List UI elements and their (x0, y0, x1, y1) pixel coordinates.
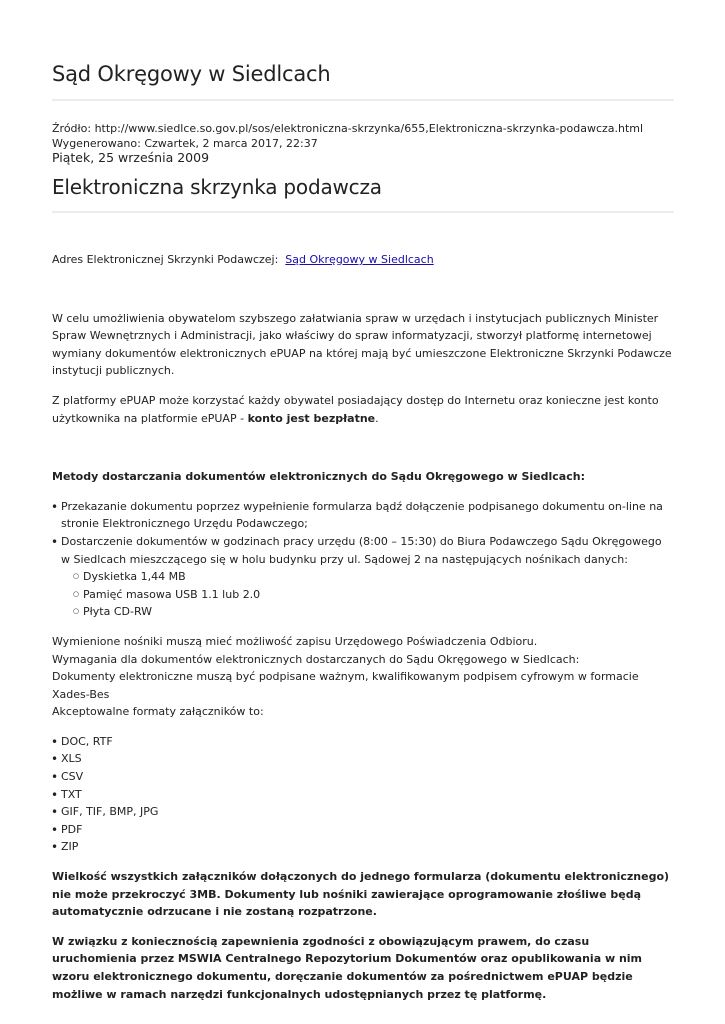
list-item: • CSV (52, 768, 674, 786)
req-line-4: Akceptowalne formaty załączników to: (52, 705, 264, 719)
list-item: • PDF (52, 821, 674, 839)
method-2-text: Dostarczenie dokumentów w godzinach pracy urzędu (8:00 – 15:30) do Biura Podawczego Sądu Okręgowego w Siedlcach mieszczącego się w holu budynku przy ul. Sądowej 2 na następujących nośnikach danych: (61, 534, 662, 566)
methods-heading-text: Metody dostarczania dokumentów elektronicznych do Sądu Okręgowego w Siedlcach: (52, 470, 585, 484)
final-note (52, 933, 674, 1003)
list-item: ○ Płyta CD-RW (74, 603, 674, 621)
list-item: • TXT (52, 786, 674, 804)
site-title: Sąd Okręgowy w Siedlcach (52, 62, 331, 86)
header-divider (52, 99, 674, 101)
methods-list (52, 498, 674, 621)
requirements-block (52, 633, 674, 721)
method-1-text: Przekazanie dokumentu poprzez wypełnienie formularza bądź dołączenie podpisanego dokumentu on-line na stronie Elektronicznego Urzędu Podawczego; (61, 499, 663, 531)
epuap-end: . (375, 411, 379, 425)
formats-list (52, 733, 674, 856)
list-item: • DOC, RTF (52, 733, 674, 751)
address-link[interactable]: Sąd Okręgowy w Siedlcach (285, 253, 434, 266)
req-line-2: Wymagania dla dokumentów elektronicznych dostarczanych do Sądu Okręgowego w Siedlcach: (52, 652, 580, 666)
list-item: • XLS (52, 750, 674, 768)
print-meta (52, 121, 643, 151)
list-item: • ZIP (52, 838, 674, 856)
epuap-text: Z platformy ePUAP może korzystać każdy obywatel posiadający dostęp do Internetu oraz konieczne jest konto użytkownika na platformie ePUAP - (52, 393, 659, 425)
article-date: Piątek, 25 września 2009 (52, 150, 210, 165)
list-item: • GIF, TIF, BMP, JPG (52, 803, 674, 821)
final-note-text: W związku z koniecznością zapewnienia zgodności z obowiązującym prawem, do czasu uruchomienia przez MSWIA Centralnego Repozytorium Dokumentów oraz opublikowania w nim wzoru elektronicznego dokumentu, doręczanie dokumentów za pośrednictwem ePUAP będzie możliwe w ramach narzędzi funkcjonalnych udostępnianych przez tę platformę. (52, 934, 643, 1001)
size-note-text: Wielkość wszystkich załączników dołączonych do jednego formularza (dokumentu elektronicznego) nie może przekroczyć 3MB. Dokumenty lub nośniki zawierające oprogramowanie złośliwe będą automatycznie odrzucane i nie zostaną rozpatrzone. (52, 870, 670, 919)
article-content (52, 251, 674, 1003)
list-item: ○ Dyskietka 1,44 MB (74, 568, 674, 586)
intro-paragraph: W celu umożliwienia obywatelom szybszego załatwiania spraw w urzędach i instytucjach publicznych Minister Spraw Wewnętrznych i Administracji, jako właściwy do spraw informatyzacji, stworzył platformę internetowej wymiany dokumentów elektronicznych ePUAP na której mają być umieszczone Elektroniczne Skrzynki Podawcze instytucji publicznych. (52, 311, 672, 378)
epuap-bold: konto jest bezpłatne (247, 411, 376, 425)
address-label: Adres Elektronicznej Skrzynki Podawczej: (52, 253, 279, 266)
article-title: Elektroniczna skrzynka podawcza (52, 175, 382, 199)
methods-heading (52, 468, 674, 486)
req-line-1: Wymienione nośniki muszą mieć możliwość zapisu Urzędowego Poświadczenia Odbioru. (52, 634, 538, 648)
media-list (61, 568, 674, 621)
generated-line: Wygenerowano: Czwartek, 2 marca 2017, 22:37 (52, 137, 318, 150)
source-line: Źródło: http://www.siedlce.so.gov.pl/sos/elektroniczna-skrzynka/655,Elektroniczna-skrzynka-podawcza.html (52, 122, 644, 135)
size-note (52, 868, 674, 921)
epuap-paragraph (52, 392, 674, 427)
address-line (52, 251, 674, 269)
list-item (52, 498, 674, 533)
list-item: ○ Pamięć masowa USB 1.1 lub 2.0 (74, 586, 674, 604)
title-divider (52, 211, 674, 213)
list-item (52, 533, 674, 621)
req-line-3: Dokumenty elektroniczne muszą być podpisane ważnym, kwalifikowanym podpisem cyfrowym w formacie Xades-Bes (52, 670, 639, 701)
